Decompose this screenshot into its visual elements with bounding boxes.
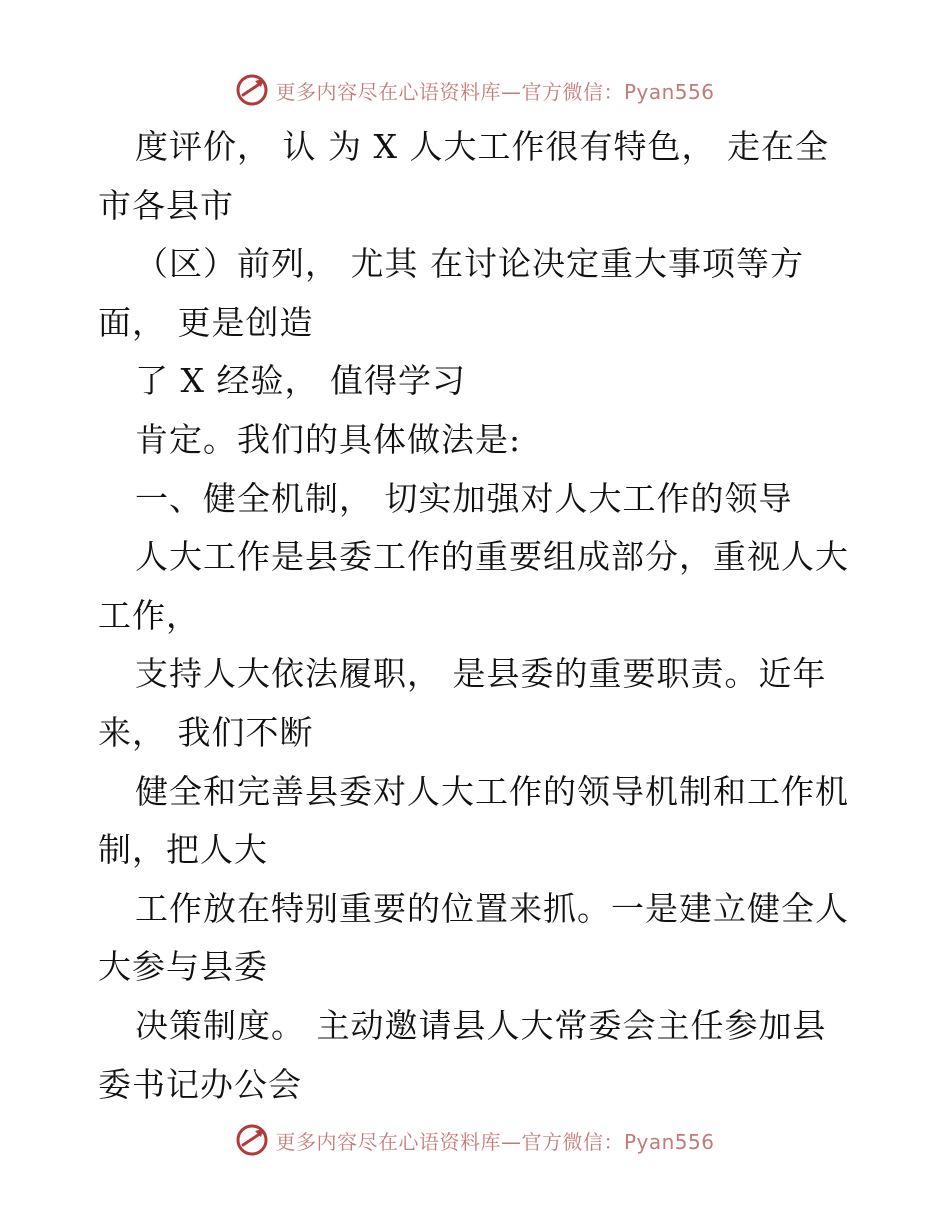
text-line: 一、健全机制， 切实加强对人大工作的领导 [135, 478, 793, 518]
text-line: 决策制度。 主动邀请县人大常委会主任参加县 [135, 1005, 827, 1045]
text-line: 大参与县委 [98, 947, 268, 987]
footer-watermark [0, 1120, 950, 1160]
brand-logo-icon [235, 73, 269, 107]
text-line: 度评价， 认 为 X 人大工作很有特色， 走在全 [135, 127, 829, 166]
text-line: （区）前列， 尤其 在讨论决定重大事项等方 [135, 244, 804, 284]
text-line: 肯定。我们的具体做法是: [135, 419, 522, 459]
brand-logo-icon [235, 1123, 269, 1157]
text-line: 健全和完善县委对人大工作的领导机制和工作机 [135, 771, 849, 811]
text-line: 了 X 经验， 值得学习 [135, 361, 466, 401]
header-watermark [0, 70, 950, 110]
watermark-text: 更多内容尽在心语资料库—官方微信：Pyan556 [275, 1129, 715, 1154]
text-line: 市各县市 [98, 185, 234, 225]
text-line: 人大工作是县委工作的重要组成部分，重视人大 [135, 537, 849, 577]
text-line: 委书记办公会 [98, 1064, 302, 1104]
text-line: 工作， [98, 595, 200, 635]
text-line: 来， 我们不断 [98, 712, 314, 752]
text-line: 面， 更是创造 [98, 302, 314, 342]
text-line: 工作放在特别重要的位置来抓。一是建立健全人 [135, 888, 849, 928]
document-body [98, 118, 858, 1114]
text-line: 支持人大依法履职， 是县委的重要职责。近年 [135, 654, 827, 694]
text-line: 制，把人大 [98, 830, 268, 870]
watermark-text: 更多内容尽在心语资料库—官方微信：Pyan556 [275, 79, 715, 104]
